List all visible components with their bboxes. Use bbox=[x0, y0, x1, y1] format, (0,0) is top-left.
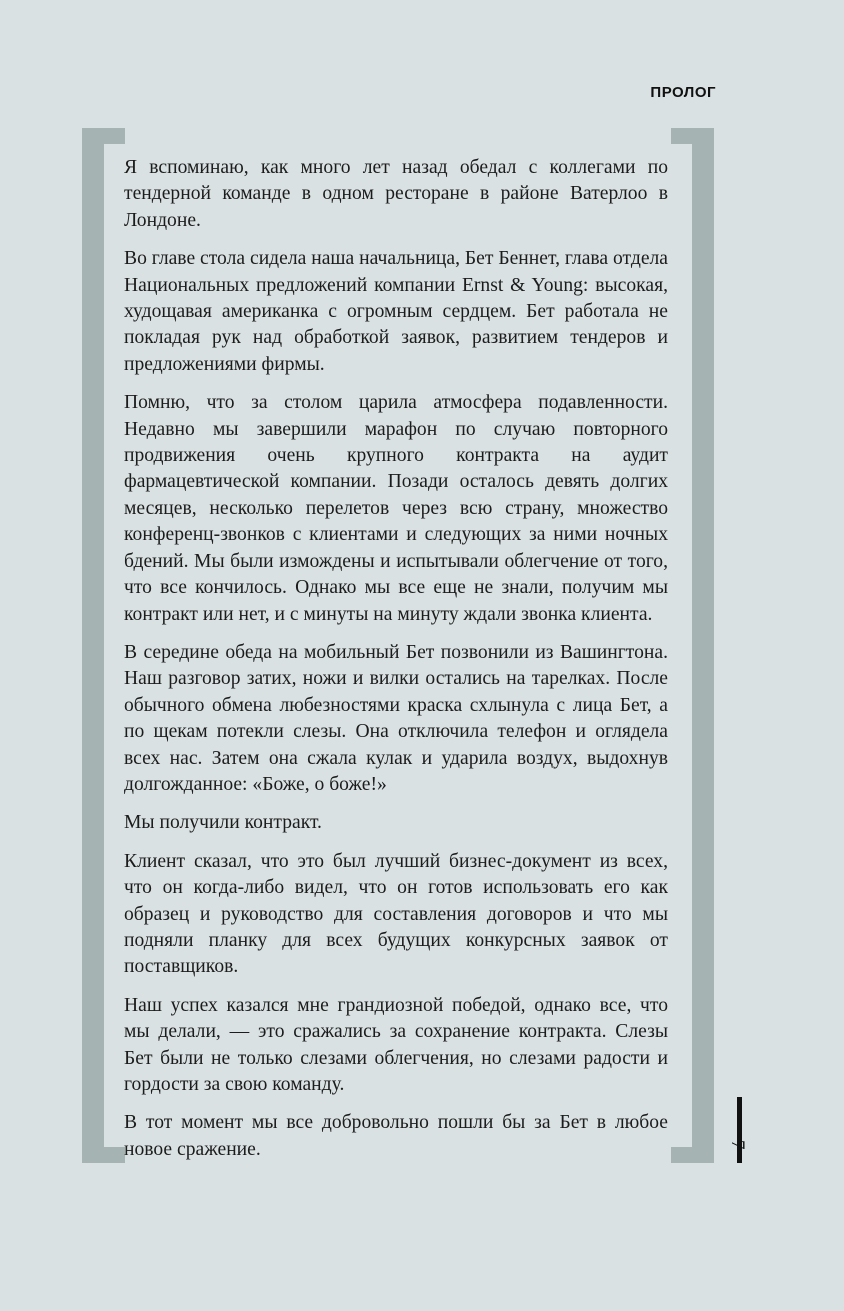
quote-text-block bbox=[124, 155, 668, 1175]
section-title: ПРОЛОГ bbox=[650, 84, 716, 101]
left-bracket-decoration bbox=[82, 128, 125, 1163]
page-number: 7 bbox=[727, 1140, 748, 1150]
paragraph: Наш успех казался мне грандиозной победой, однако все, что мы делали, — это сражались за сохранение контракта. Слезы Бет были не только слезами облегчения, но слезами радости и гордости за свою команду. bbox=[124, 994, 668, 1095]
paragraph: Мы получили контракт. bbox=[124, 812, 322, 834]
paragraph: Помню, что за столом царила атмосфера подавленности. Недавно мы завершили марафон по случаю повторного продвижения очень крупного контракта на аудит фармацевтической компании. Позади осталось девять долгих месяцев, несколько перелетов через всю страну, множество конференц-звонков с клиентами и следующих за ними ночных бдений. Мы были измождены и испытывали облегчение от того, что все кончилось. Однако мы все еще не знали, получим мы контракт или нет, и с минуты на минуту ждали звонка клиента. bbox=[124, 392, 668, 625]
paragraph: Клиент сказал, что это был лучший бизнес-документ из всех, что он когда-либо видел, что он готов использовать его как образец и руководство для составления договоров и что мы подняли планку для всех будущих конкурсных заявок от поставщиков. bbox=[124, 850, 668, 978]
page-marker-bar bbox=[737, 1097, 742, 1163]
paragraph: В середине обеда на мобильный Бет позвонили из Вашингтона. Наш разговор затих, ножи и вилки остались на тарелках. После обычного обмена любезностями краска схлынула с лица Бет, а по щекам потекли слезы. Она отключила телефон и оглядела всех нас. Затем она сжала кулак и ударила воздух, выдохнув долгожданное: «Боже, о боже!» bbox=[124, 641, 668, 795]
paragraph: Я вспоминаю, как много лет назад обедал с коллегами по тендерной команде в одном ресторане в районе Ватерлоо в Лондоне. bbox=[124, 157, 668, 231]
paragraph: Во главе стола сидела наша начальница, Бет Беннет, глава отдела Национальных предложений компании Ernst & Young: высокая, худощавая американка с огромным сердцем. Бет работала не покладая рук над обработкой заявок, развитием тендеров и предложениями фирмы. bbox=[124, 248, 668, 375]
right-bracket-decoration bbox=[671, 128, 714, 1163]
paragraph: В тот момент мы все добровольно пошли бы за Бет в любое новое сражение. bbox=[124, 1112, 668, 1160]
